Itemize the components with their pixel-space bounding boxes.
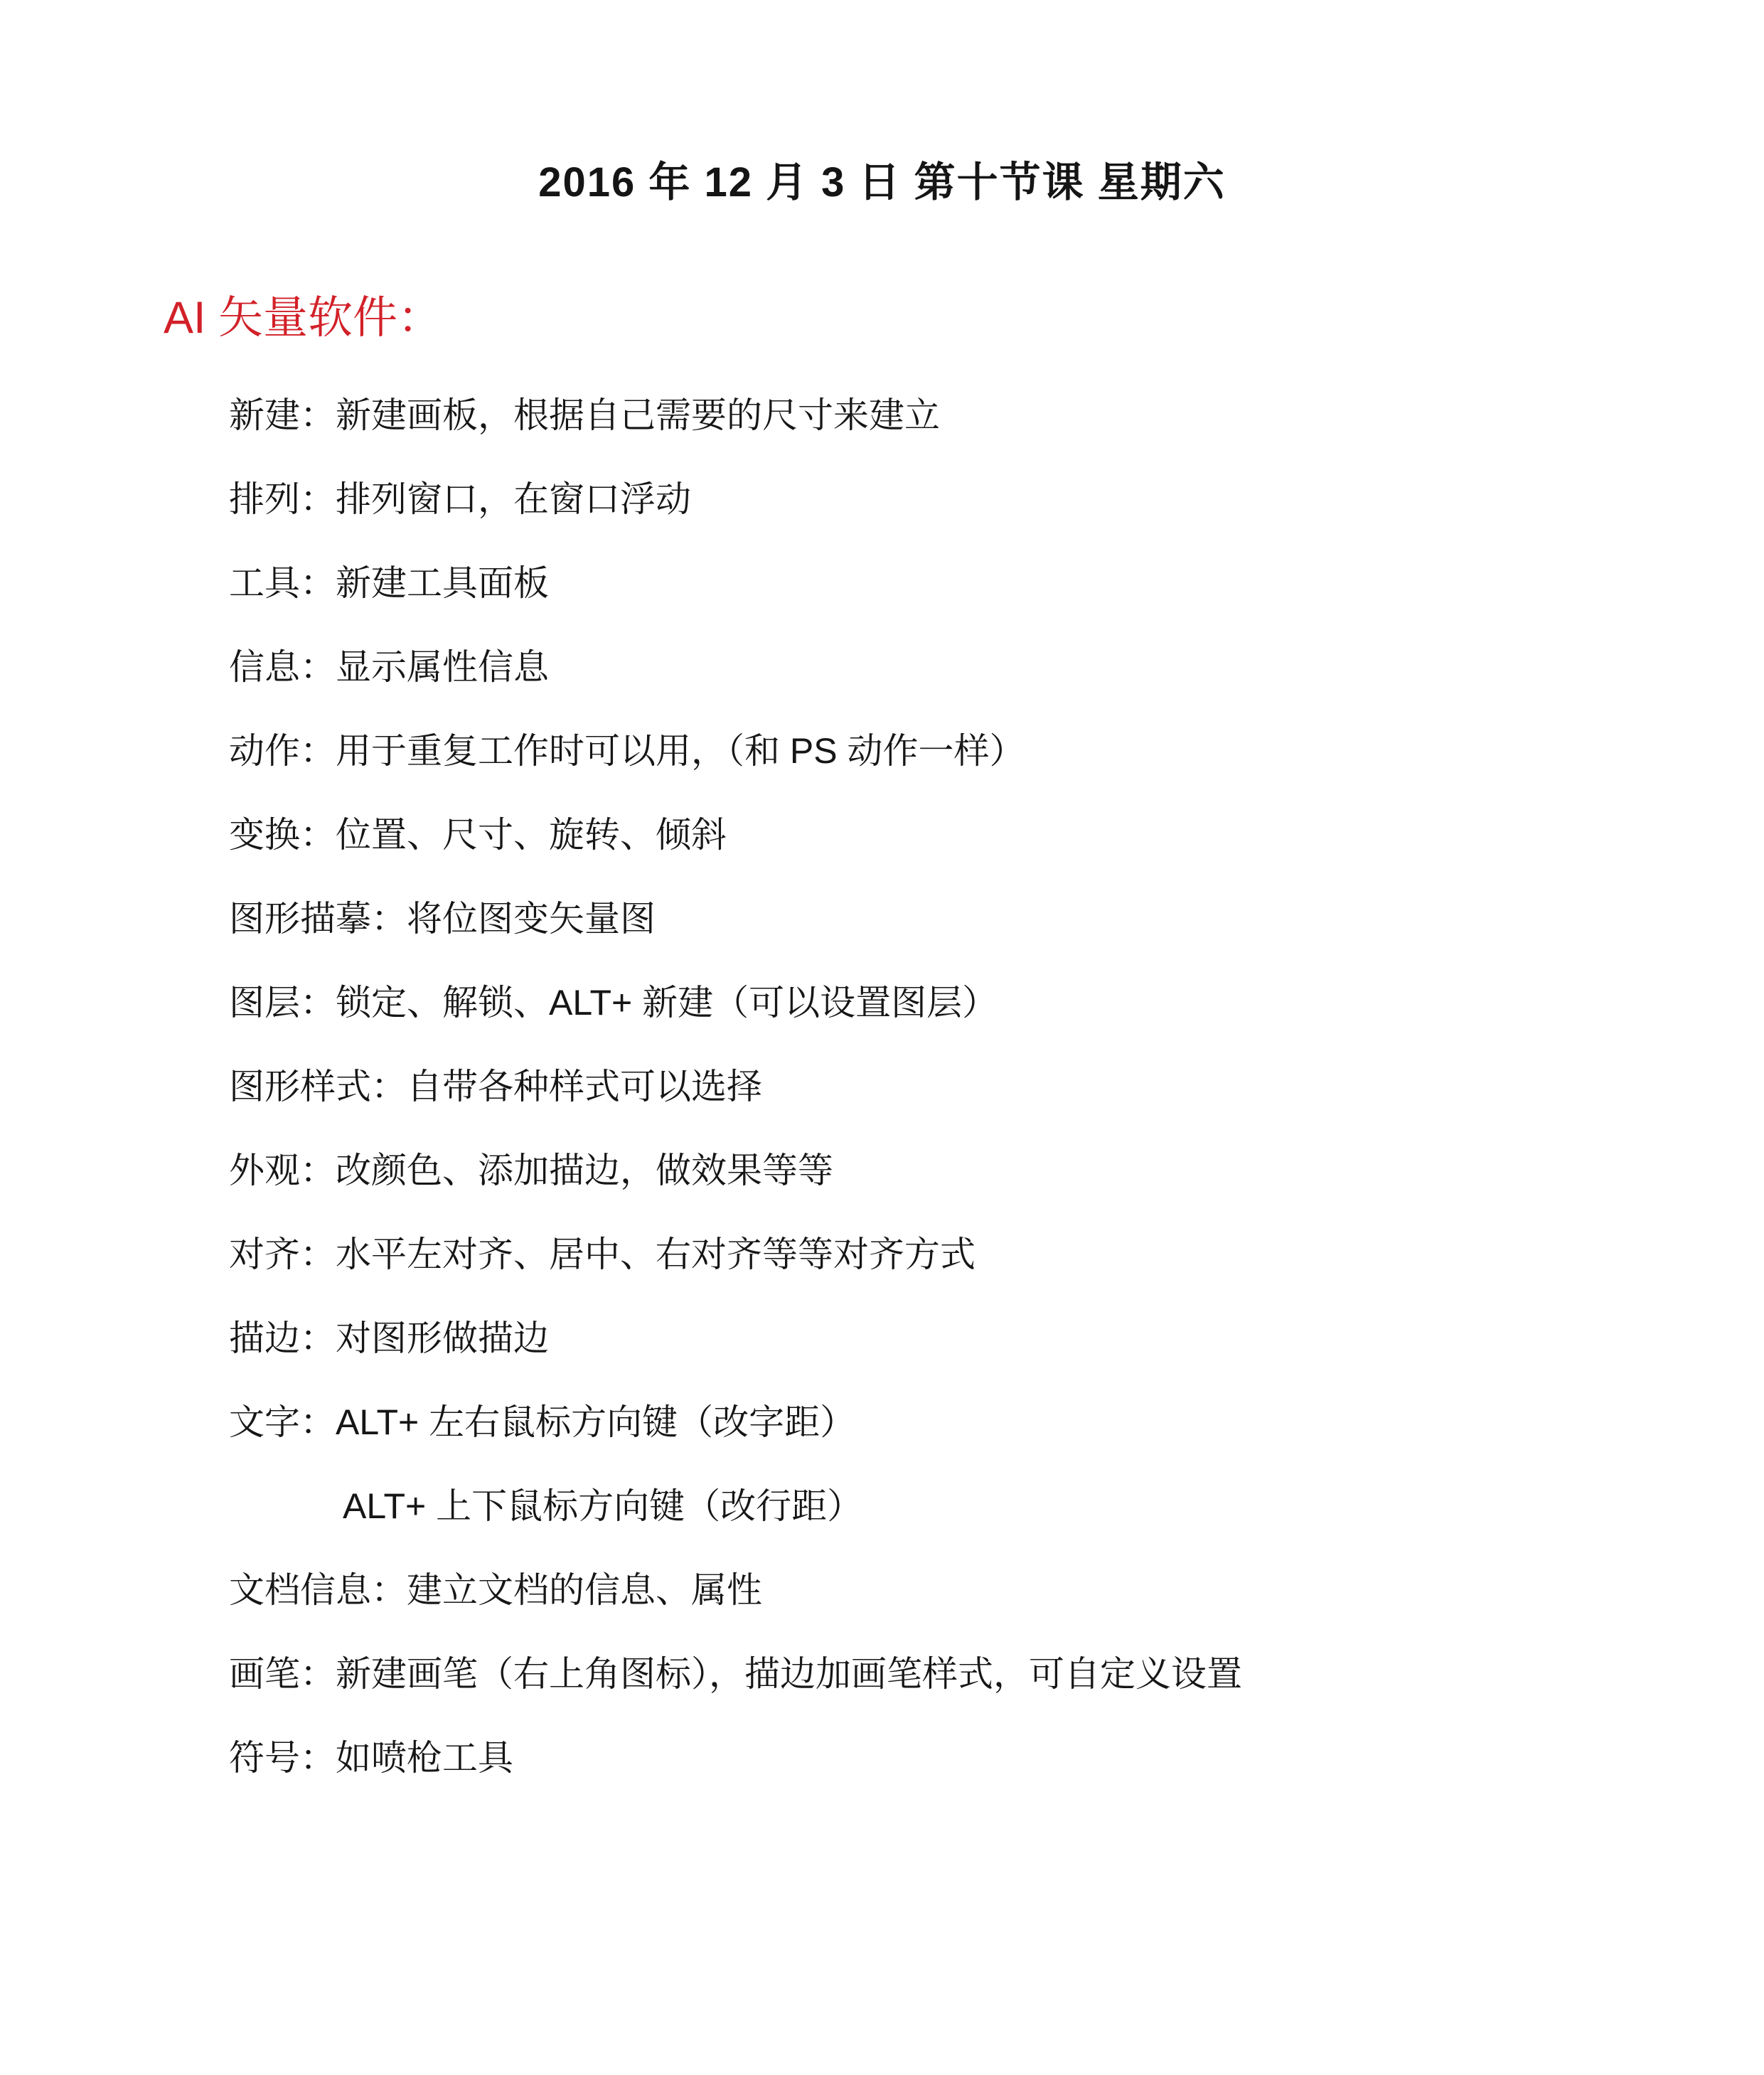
note-line-document-info: 文档信息：建立文档的信息、属性 bbox=[229, 1570, 762, 1610]
note-line-actions: 动作：用于重复工作时可以用，（和 PS 动作一样） bbox=[229, 731, 1025, 771]
note-line-image-trace: 图形描摹：将位图变矢量图 bbox=[229, 899, 656, 939]
note-line-info: 信息：显示属性信息 bbox=[229, 647, 549, 687]
document-title: 2016 年 12 月 3 日 第十节课 星期六 bbox=[538, 159, 1226, 206]
notes-list bbox=[229, 373, 1764, 1800]
note-line-tools: 工具：新建工具面板 bbox=[229, 563, 549, 603]
note-line-brushes: 画笔：新建画笔（右上角图标），描边加画笔样式，可自定义设置 bbox=[229, 1654, 1242, 1694]
note-line-align: 对齐：水平左对齐、居中、右对齐等等对齐方式 bbox=[229, 1234, 975, 1274]
note-line-text-continued: ALT+ 上下鼠标方向键（改行距） bbox=[343, 1486, 863, 1526]
note-line-symbols: 符号：如喷枪工具 bbox=[229, 1738, 513, 1778]
note-line-appearance: 外观：改颜色、添加描边，做效果等等 bbox=[229, 1151, 833, 1190]
note-line-new: 新建：新建画板，根据自己需要的尺寸来建立 bbox=[229, 395, 940, 435]
note-line-arrange: 排列：排列窗口，在窗口浮动 bbox=[229, 479, 691, 519]
note-line-layers: 图层：锁定、解锁、ALT+ 新建（可以设置图层） bbox=[229, 983, 998, 1023]
note-line-text: 文字：ALT+ 左右鼠标方向键（改字距） bbox=[229, 1402, 856, 1442]
note-line-stroke: 描边：对图形做描边 bbox=[229, 1318, 549, 1358]
section-heading: AI 矢量软件： bbox=[164, 293, 443, 343]
note-line-transform: 变换：位置、尺寸、旋转、倾斜 bbox=[229, 815, 727, 855]
note-line-graphic-styles: 图形样式：自带各种样式可以选择 bbox=[229, 1067, 762, 1106]
